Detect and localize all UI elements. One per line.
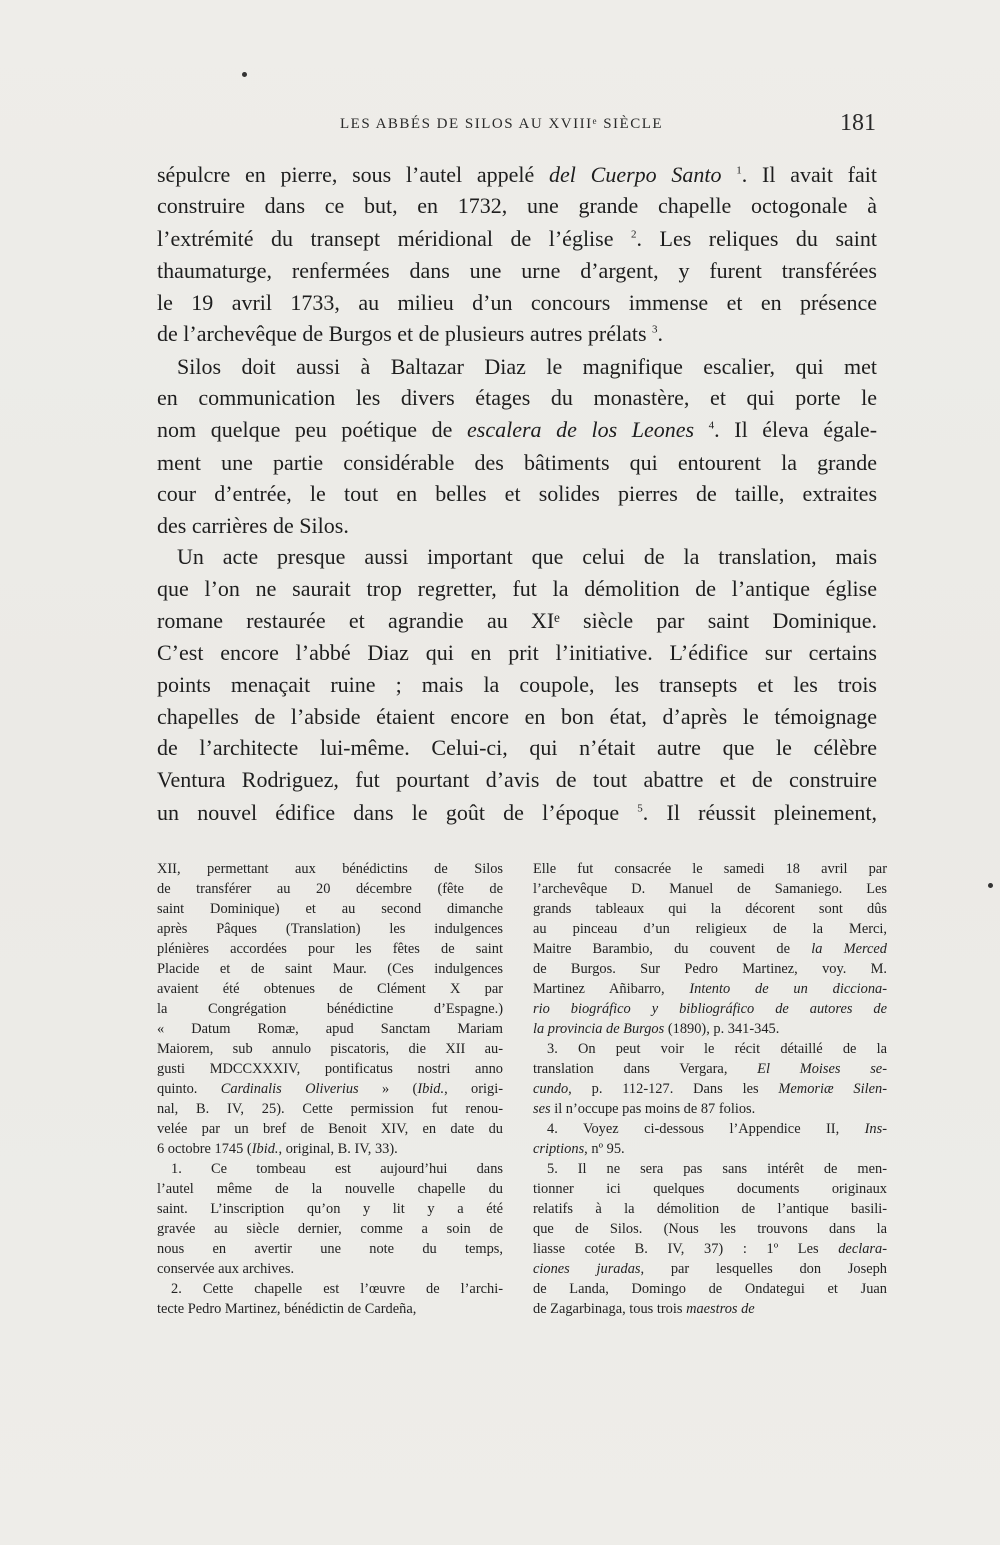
footnote-line: ciones juradas, par lesquelles don Joseph bbox=[533, 1261, 887, 1277]
footnote-line: de Zagarbinaga, tous trois maestros de bbox=[533, 1301, 755, 1317]
footnote-line: velée par un bref de Benoit XIV, en date du bbox=[157, 1121, 503, 1137]
footnote-line: 5. Il ne sera pas sans intérêt de men- bbox=[547, 1161, 887, 1177]
footnote-line: tecte Pedro Martinez, bénédictin de Cardeña, bbox=[157, 1301, 417, 1317]
body-text-line: de l’architecte lui-même. Celui-ci, qui n’était autre que le célèbre bbox=[157, 735, 877, 760]
page-number: 181 bbox=[840, 110, 876, 136]
body-text-line: Silos doit aussi à Baltazar Diaz le magnifique escalier, qui met bbox=[177, 354, 877, 379]
footnote-line: liasse cotée B. IV, 37) : 1º Les declara- bbox=[533, 1241, 887, 1257]
footnote-line: saint. L’inscription qu’on y lit y a été bbox=[157, 1201, 503, 1217]
body-text-line: cour d’entrée, le tout en belles et solides pierres de taille, extraites bbox=[157, 481, 877, 506]
footnote-line: au pinceau d’un religieux de la Merci, bbox=[533, 921, 887, 937]
footnote-line: la provincia de Burgos (1890), p. 341-345. bbox=[533, 1021, 780, 1037]
body-text-line: sépulcre en pierre, sous l’autel appelé del Cuerpo Santo $^1$. Il avait fait bbox=[157, 162, 877, 187]
footnote-line: l’autel même de la nouvelle chapelle du bbox=[157, 1181, 503, 1197]
body-text-line: thaumaturge, renfermées dans une urne d’argent, y furent transférées bbox=[157, 258, 877, 283]
body-text-line: en communication les divers étages du monastère, et qui porte le bbox=[157, 385, 877, 410]
footnote-line: grands tableaux qui la décorent sont dûs bbox=[533, 901, 887, 917]
footnote-line: criptions, nº 95. bbox=[533, 1141, 625, 1157]
body-text-line: que l’on ne saurait trop regretter, fut la démolition de l’antique église bbox=[157, 576, 877, 601]
footnote-line: quinto. Cardinalis Oliverius » (Ibid., origi- bbox=[157, 1081, 503, 1097]
footnote-line: « Datum Romæ, apud Sanctam Mariam bbox=[157, 1021, 503, 1037]
body-text-line: romane restaurée et agrandie au XIᵉ siècle par saint Dominique. bbox=[157, 608, 877, 633]
footnote-line: saint Dominique) et au second dimanche bbox=[157, 901, 503, 917]
footnote-line: plénières accordées pour les fêtes de saint bbox=[157, 941, 503, 957]
running-title: LES ABBÉS DE SILOS AU XVIIIᵉ SIÈCLE bbox=[340, 116, 664, 132]
footnote-line: 2. Cette chapelle est l’œuvre de l’archi- bbox=[171, 1281, 503, 1297]
stray-dot-top bbox=[242, 72, 247, 77]
footnote-line: 6 octobre 1745 (Ibid., original, B. IV, 33). bbox=[157, 1141, 398, 1157]
footnote-line: 1. Ce tombeau est aujourd’hui dans bbox=[171, 1161, 503, 1177]
footnote-line: nous en avertir une note du temps, bbox=[157, 1241, 503, 1257]
body-text-line: un nouvel édifice dans le goût de l’époque $^5$. Il réussit pleinement, bbox=[157, 800, 877, 825]
body-text-line: construire dans ce but, en 1732, une grande chapelle octogonale à bbox=[157, 193, 877, 218]
body-text-line: de l’archevêque de Burgos et de plusieurs autres prélats $^3$. bbox=[157, 321, 664, 346]
footnote-line: Martinez Añibarro, Intento de un dicciona- bbox=[533, 981, 888, 997]
footnote-line: ses il n’occupe pas moins de 87 folios. bbox=[533, 1101, 756, 1117]
footnote-line: après Pâques (Translation) les indulgences bbox=[157, 921, 503, 937]
footnote-line: de Landa, Domingo de Ondategui et Juan bbox=[533, 1281, 887, 1297]
footnote-line: XII, permettant aux bénédictins de Silos bbox=[157, 861, 503, 877]
footnote-line: translation dans Vergara, El Moises se- bbox=[533, 1061, 887, 1077]
footnote-line: que de Silos. (Nous les trouvons dans la bbox=[533, 1221, 887, 1237]
body-text-line: C’est encore l’abbé Diaz qui en prit l’initiative. L’édifice sur certains bbox=[157, 640, 877, 665]
body-text-line: l’extrémité du transept méridional de l’église $^2$. Les reliques du saint bbox=[157, 226, 877, 251]
footnote-line: 4. Voyez ci-dessous l’Appendice II, Ins- bbox=[547, 1121, 887, 1137]
footnote-line: gusti MDCCXXXIV, pontificatus nostri anno bbox=[157, 1061, 503, 1077]
stray-dot-right bbox=[988, 883, 993, 888]
footnote-line: 3. On peut voir le récit détaillé de la bbox=[547, 1041, 887, 1057]
footnote-line: Maitre Barambio, du couvent de la Merced bbox=[533, 941, 887, 957]
footnote-line: cundo, p. 112-127. Dans les Memoriæ Silen- bbox=[533, 1081, 888, 1097]
footnote-line: conservée aux archives. bbox=[157, 1261, 295, 1277]
body-text-line: ment une partie considérable des bâtiments qui entourent la grande bbox=[157, 450, 877, 475]
footnote-line: nal, B. IV, 25). Cette permission fut renou- bbox=[157, 1101, 503, 1117]
body-text-line: nom quelque peu poétique de escalera de los Leones $^4$. Il éleva égale- bbox=[157, 417, 878, 442]
footnote-line: Maiorem, sub annulo piscatoris, die XII au- bbox=[157, 1041, 503, 1057]
footnote-line: rio biográfico y bibliográfico de autores de bbox=[533, 1001, 887, 1017]
body-text-line: le 19 avril 1733, au milieu d’un concours immense et en présence bbox=[157, 290, 877, 315]
footnote-line: de transférer au 20 décembre (fête de bbox=[157, 881, 503, 897]
footnote-line: Elle fut consacrée le samedi 18 avril par bbox=[533, 861, 887, 877]
body-text-line: Un acte presque aussi important que celui de la translation, mais bbox=[177, 544, 877, 569]
body-text-line: chapelles de l’abside étaient encore en bon état, d’après le témoignage bbox=[157, 704, 877, 729]
footnote-line: avaient été obtenues de Clément X par bbox=[157, 981, 503, 997]
body-text-line: points menaçait ruine ; mais la coupole, les transepts et les trois bbox=[157, 672, 877, 697]
footnote-line: Placide et de saint Maur. (Ces indulgences bbox=[157, 961, 503, 977]
footnote-line: la Congrégation bénédictine d’Espagne.) bbox=[157, 1001, 503, 1017]
body-text-line: Ventura Rodriguez, fut pourtant d’avis de tout abattre et de construire bbox=[157, 767, 877, 792]
body-text-line: des carrières de Silos. bbox=[157, 513, 349, 538]
footnote-line: de Burgos. Sur Pedro Martinez, voy. M. bbox=[533, 961, 887, 977]
footnote-line: gravée au siècle dernier, comme a soin de bbox=[157, 1221, 503, 1237]
footnote-line: tionner ici quelques documents originaux bbox=[533, 1181, 887, 1197]
footnote-line: l’archevêque D. Manuel de Samaniego. Les bbox=[533, 881, 887, 897]
footnote-line: relatifs à la démolition de l’antique basili- bbox=[533, 1201, 887, 1217]
